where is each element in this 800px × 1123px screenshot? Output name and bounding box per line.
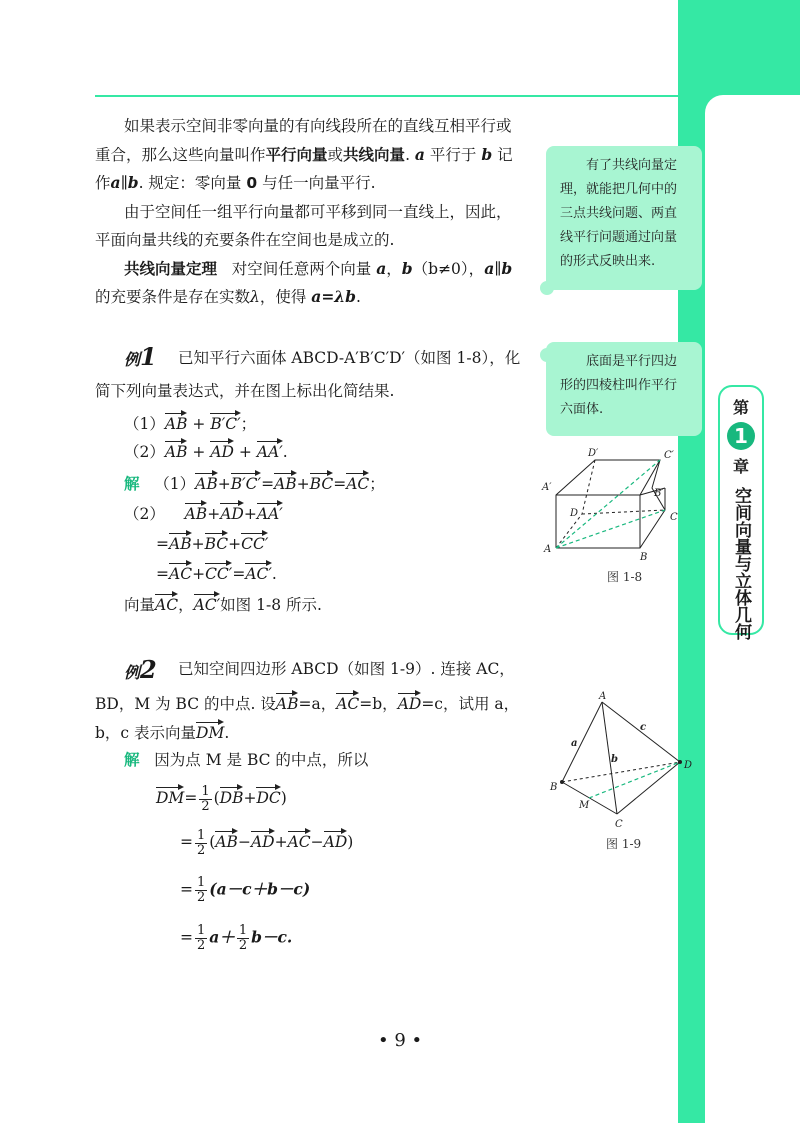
page-number: • 9 •	[378, 1030, 423, 1051]
numerator: 1	[197, 923, 206, 938]
expression: b－c.	[251, 927, 293, 947]
edge-CD	[617, 762, 680, 814]
text: 如图 1-8 所示.	[220, 596, 322, 614]
text: 作	[95, 174, 111, 192]
numerator: 1	[238, 923, 248, 938]
note-line: 有了共线向量定	[586, 158, 678, 173]
op: +	[192, 415, 206, 433]
vector-BC: BC	[310, 470, 334, 492]
label-a: a	[571, 738, 578, 749]
numerator: 1	[201, 783, 210, 799]
ex1-q1	[124, 410, 256, 434]
vector-AD: AD	[220, 500, 244, 522]
sym-b: b	[481, 145, 493, 164]
label-b: b	[611, 754, 618, 765]
para1-line3	[95, 173, 376, 193]
note-line: 形的四棱柱叫作平行	[560, 378, 678, 393]
margin-note-parallelepiped	[546, 342, 702, 436]
label-Dp: D′	[588, 448, 599, 459]
op: =	[232, 565, 246, 583]
figure-1-9-caption: 图 1-9	[606, 837, 642, 851]
op: +	[217, 475, 231, 493]
vector-CCp: CC′	[205, 560, 232, 582]
ex1-sol2-line3	[156, 560, 277, 584]
label-Cp: C′	[664, 450, 674, 461]
denominator: 2	[197, 890, 206, 905]
op: +	[191, 535, 205, 553]
q-label: （2）	[124, 443, 165, 461]
figure-1-8	[540, 440, 700, 580]
denominator: 2	[201, 798, 210, 814]
chapter-di: 第	[732, 398, 749, 417]
ex1-sol1	[124, 470, 385, 494]
text: . 规定：零向量	[138, 174, 247, 192]
equation: a=λb	[311, 287, 357, 306]
vector-AB: AB	[215, 828, 238, 850]
note-line: 的形式反映出来.	[560, 254, 656, 269]
vector-AD: AD	[210, 438, 234, 460]
para2-line1: 由于空间任一组平行向量都可平移到同一直线上，因此，	[124, 203, 512, 221]
hidden-edge	[582, 510, 665, 514]
expression: a＋	[209, 927, 235, 947]
op: =	[333, 475, 347, 493]
vector-AAp: AA′	[257, 438, 283, 460]
solution-label: 解	[124, 475, 140, 493]
label-B: B	[640, 552, 648, 563]
chapter-zhang: 章	[732, 457, 749, 476]
fraction-half	[195, 829, 207, 858]
label-Ap: A′	[542, 482, 552, 493]
vector-DM: DM	[156, 784, 184, 806]
op: +	[243, 505, 257, 523]
vector-AB: AB	[195, 470, 218, 492]
denominator: 2	[197, 938, 206, 953]
label-D: D	[684, 760, 693, 771]
label-D: D	[570, 508, 579, 519]
note-line: 底面是平行四边	[586, 354, 678, 369]
hidden-edge	[556, 514, 582, 548]
sym-b: b	[127, 173, 139, 192]
fraction-half	[199, 785, 211, 814]
badge-number: 1	[140, 342, 157, 371]
vector-AD: AD	[251, 828, 275, 850]
sym-a: a	[376, 259, 387, 278]
vector-AC: AC	[155, 591, 178, 613]
punct: ；	[369, 475, 385, 493]
text: BD，M 为 BC 的中点. 设	[95, 695, 276, 713]
label-A: A	[544, 544, 552, 555]
numerator: 1	[197, 875, 206, 890]
sym-a: a	[414, 145, 425, 164]
ex1-line1: 已知平行六面体 ABCD-A′B′C′D′（如图 1-8），化	[178, 349, 521, 367]
text: =c，试用 a，	[421, 695, 520, 713]
ex1-sol2-line2	[156, 530, 268, 554]
vector-CCp: CC′	[241, 530, 268, 552]
denominator: 2	[238, 938, 248, 953]
parallel-sign: ∥	[494, 260, 502, 278]
note-line: 六面体.	[560, 402, 604, 417]
label-C: C	[615, 819, 623, 830]
ex2-sol-line0	[124, 750, 368, 770]
note-line: 线平行问题通过向量	[560, 230, 678, 245]
badge-number: 2	[140, 655, 157, 684]
chapter-number-badge: 1	[727, 422, 755, 450]
vector-DC: DC	[256, 784, 280, 806]
badge-word: 例	[124, 350, 141, 369]
hidden-edge	[582, 460, 595, 514]
theorem-line2	[95, 287, 361, 307]
punct: .	[282, 443, 288, 461]
point-D	[678, 760, 682, 764]
text: ，使得	[259, 288, 312, 306]
margin-note-collinear	[546, 146, 702, 290]
top-rule	[95, 95, 705, 97]
numerator: 1	[197, 827, 206, 843]
text: 因为点 M 是 BC 的中点，所以	[154, 751, 369, 769]
denominator: 2	[197, 842, 206, 858]
example-2-badge	[124, 655, 157, 684]
text: 记	[492, 146, 513, 164]
vector-AB: AB	[169, 530, 192, 552]
vector-AC: AC	[346, 470, 369, 492]
sym-lambda: λ	[250, 288, 260, 306]
text: ，	[468, 260, 485, 278]
vector-AB: AB	[276, 690, 299, 712]
parallel-sign: ∥	[120, 174, 128, 192]
text: （b≠0）	[412, 260, 469, 278]
text: ，	[386, 260, 402, 278]
vector-ACp: AC′	[194, 591, 221, 613]
text: =a，	[298, 695, 337, 713]
note-line: 理，就能把几何中的	[560, 182, 678, 197]
text: 的充要条件是存在实数	[95, 288, 251, 306]
label-c: c	[640, 722, 647, 733]
sym-b: b	[501, 259, 513, 278]
text: 向量	[124, 596, 156, 614]
op: =	[156, 565, 169, 583]
label-B: B	[550, 782, 558, 793]
fraction-half	[195, 924, 207, 953]
label-C: C	[670, 512, 678, 523]
vector-AD: AD	[398, 690, 422, 712]
q-label: （1）	[124, 415, 165, 433]
vector-AB: AB	[185, 500, 208, 522]
text: 重合，那么这些向量叫作	[95, 146, 266, 164]
ex2-sol-line2: = $\frac{1}{2}$ (AB−AD+AC−AD)	[180, 827, 354, 858]
punct: ；	[240, 415, 257, 433]
theorem-line1	[124, 259, 512, 279]
text: .	[356, 288, 361, 306]
term-parallel-vector: 平行向量	[265, 146, 328, 164]
note-line: 三点共线问题、两直	[560, 206, 678, 221]
chapter-title: 空间向量与立体几何	[731, 487, 751, 640]
ex2-sol-line3: = $\frac{1}{2}$ (a－c＋b－c)	[180, 875, 311, 905]
ex2-line3	[95, 719, 229, 743]
vector-ACp: AC′	[245, 560, 272, 582]
ex1-sol2-line1	[124, 500, 283, 524]
op: +	[192, 443, 206, 461]
chapter-tab	[718, 385, 764, 640]
text: .	[224, 724, 230, 742]
sym-a: a	[484, 259, 495, 278]
zero-vector: 0	[246, 174, 258, 192]
op: =	[261, 475, 275, 493]
text: ，	[178, 596, 194, 614]
op: =	[156, 535, 169, 553]
vector-AB: AB	[165, 438, 188, 460]
figure-1-9	[545, 690, 705, 835]
expression: (a－c＋b－c)	[209, 879, 311, 899]
text: b，c 表示向量	[95, 724, 197, 742]
q-label: （2）	[124, 505, 165, 523]
label-A: A	[599, 691, 607, 702]
fraction-half	[195, 876, 207, 905]
point-B	[560, 780, 564, 784]
diagonal-ACp	[556, 460, 660, 548]
ex2-sol-line1: DM= $\frac{1}{2}$ (DB+DC)	[156, 783, 287, 814]
ex2-line2	[95, 690, 519, 714]
op: +	[228, 535, 242, 553]
op: +	[207, 505, 221, 523]
segment-DM	[589, 762, 680, 798]
text: 对空间任意两个向量	[231, 260, 377, 278]
badge-word: 例	[124, 663, 141, 682]
theorem-name: 共线向量定理	[124, 260, 218, 278]
q-label: （1）	[154, 475, 196, 493]
vector-AD: AD	[324, 828, 348, 850]
op: +	[296, 475, 310, 493]
text: 或	[327, 146, 344, 164]
hidden-edge-BD	[562, 762, 680, 782]
vector-DB: DB	[220, 784, 244, 806]
solution-label: 解	[124, 751, 140, 769]
ex1-conclusion	[124, 591, 322, 615]
para1-line2	[95, 145, 513, 165]
vector-BpCp: B′C′	[210, 410, 240, 432]
text: 与任一向量平行.	[257, 174, 376, 192]
label-M: M	[579, 800, 590, 811]
text: .	[405, 146, 415, 164]
vector-AC: AC	[288, 828, 311, 850]
op: +	[192, 565, 206, 583]
figure-1-8-caption: 图 1-8	[607, 570, 643, 584]
sym-a: a	[110, 173, 121, 192]
vector-AAp: AA′	[257, 500, 283, 522]
sym-b: b	[401, 259, 413, 278]
vector-AC: AC	[336, 690, 359, 712]
para2-line2: 平面向量共线的充要条件在空间也是成立的.	[95, 231, 395, 249]
term-collinear-vector: 共线向量	[343, 146, 406, 164]
example-1-badge	[124, 342, 157, 371]
punct: .	[271, 565, 277, 583]
para1-line1: 如果表示空间非零向量的有向线段所在的直线互相平行或	[124, 117, 512, 135]
vector-DM: DM	[196, 719, 224, 741]
vector-AB: AB	[165, 410, 188, 432]
edge-AB	[562, 702, 602, 782]
text: 平行于	[424, 146, 482, 164]
text: =b，	[359, 695, 398, 713]
ex2-line1: 已知空间四边形 ABCD（如图 1-9）. 连接 AC，	[178, 660, 515, 678]
vector-BC: BC	[205, 530, 229, 552]
op: +	[238, 443, 252, 461]
label-Bp: B′	[654, 488, 664, 499]
vector-BpCp: B′C′	[231, 470, 261, 492]
vector-AB: AB	[274, 470, 297, 492]
ex1-q2	[124, 438, 288, 462]
ex2-sol-line4: = $\frac{1}{2}$ a＋ $\frac{1}{2}$ b－c.	[180, 923, 293, 953]
vector-AC: AC	[169, 560, 192, 582]
ex1-line2: 简下列向量表达式，并在图上标出化简结果.	[95, 382, 395, 400]
fraction-half	[237, 924, 249, 953]
